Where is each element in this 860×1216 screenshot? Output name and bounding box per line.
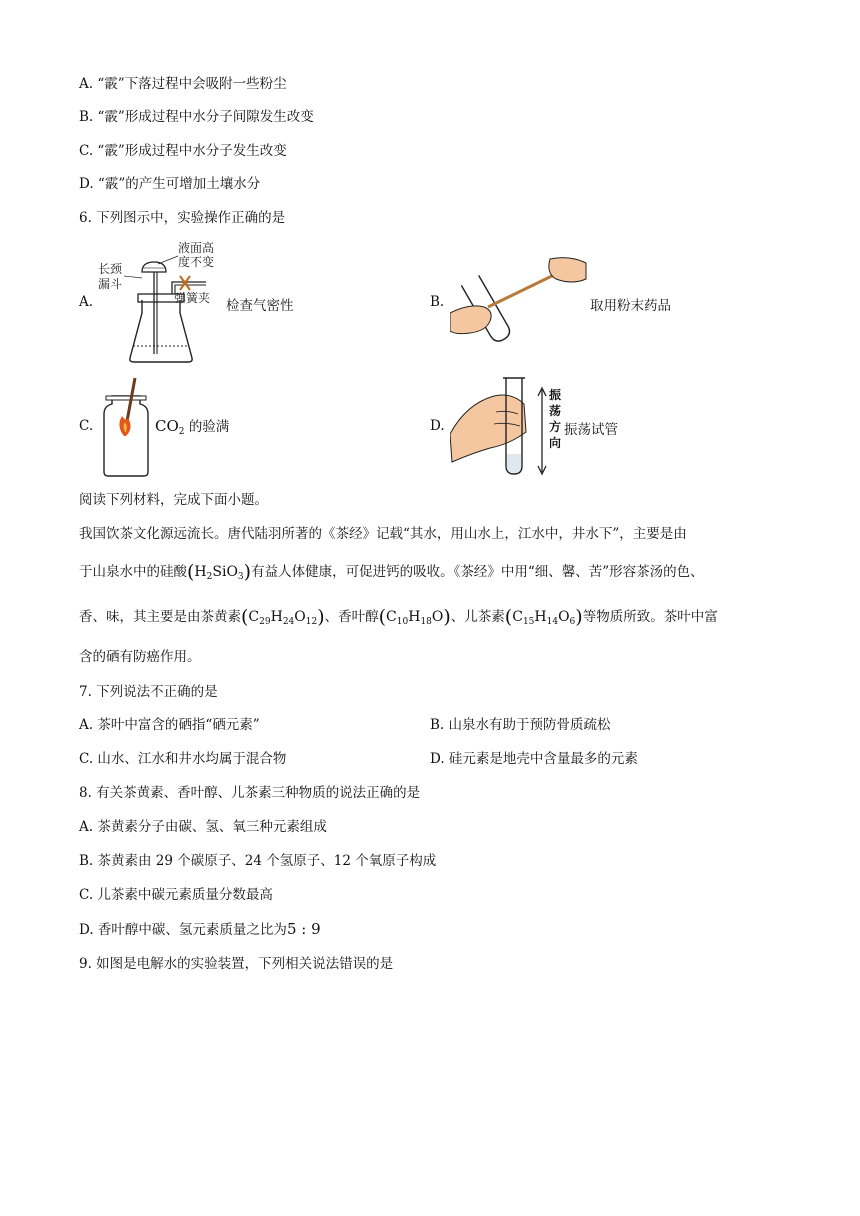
shake-label-char-3: 方 bbox=[549, 420, 562, 434]
q8-option-d-text: D. 香叶醇中碳、氢元素质量之比为 bbox=[79, 922, 287, 938]
reading-line-2: 于山泉水中的硅酸$(H_2SiO_3)$有益人体健康，可促进钙的吸收。《茶经》中用“细、馨、苦”形容茶汤的色、 bbox=[79, 561, 704, 583]
formula-sub: 6 bbox=[569, 617, 576, 627]
formula-part: O bbox=[558, 609, 570, 625]
q6-a-letter: A. bbox=[79, 294, 94, 310]
co2-subscript: 2 bbox=[178, 427, 185, 437]
q7-stem: 7. 下列说法不正确的是 bbox=[79, 684, 218, 700]
formula-part: H bbox=[194, 564, 207, 580]
label-liquid-level: 液面高 bbox=[178, 241, 215, 255]
reading-line-1: 我国饮茶文化源远流长。唐代陆羽所著的《茶经》记载“其水，用山水上，江水中，井水下”，主要是由 bbox=[79, 526, 687, 542]
formula-part: O bbox=[431, 609, 444, 625]
formula-sub: 24 bbox=[282, 617, 295, 627]
q6-c-caption bbox=[155, 415, 229, 437]
reading-line-4: 含的硒有防癌作用。 bbox=[79, 649, 201, 665]
q6-d-letter: D. bbox=[430, 418, 445, 434]
formula-sub: 10 bbox=[396, 617, 409, 627]
q5-option-b: B. “霰”形成过程中水分子间隙发生改变 bbox=[79, 109, 314, 125]
co2-caption-rest: 的验满 bbox=[188, 419, 230, 435]
q6-d-caption: 振荡试管 bbox=[564, 422, 618, 438]
q8-option-b: B. 茶黄素由 29 个碳原子、24 个氢原子、12 个氧原子构成 bbox=[79, 853, 437, 869]
q6-c-letter: C. bbox=[79, 418, 94, 434]
formula-sub: 12 bbox=[305, 617, 318, 627]
q7-option-d: D. 硅元素是地壳中含量最多的元素 bbox=[430, 751, 638, 767]
label-unchanged: 度不变 bbox=[178, 255, 215, 269]
shake-label-char-4: 向 bbox=[549, 436, 562, 450]
q9-stem: 9. 如图是电解水的实验装置，下列相关说法错误的是 bbox=[79, 956, 394, 972]
q7-option-b: B. 山泉水有助于预防骨质疏松 bbox=[430, 717, 611, 733]
formula-part: H bbox=[408, 609, 421, 625]
co2-formula: CO bbox=[155, 417, 179, 435]
shake-label-char-2: 荡 bbox=[549, 404, 562, 418]
reading-text: 于山泉水中的硅酸 bbox=[79, 564, 187, 580]
reading-text: 、儿茶素 bbox=[450, 609, 505, 625]
label-spring-clip: 弹簧夹 bbox=[174, 291, 211, 305]
q8-option-a: A. 茶黄素分子由碳、氢、氧三种元素组成 bbox=[79, 819, 327, 835]
reading-text: 等物质所致。茶叶中富 bbox=[582, 609, 718, 625]
q8-option-c: C. 儿茶素中碳元素质量分数最高 bbox=[79, 887, 273, 903]
powder-sampling-figure bbox=[450, 255, 590, 350]
label-long-neck: 长颈 bbox=[98, 262, 123, 276]
reading-text: 香、味，其主要是由茶黄素 bbox=[79, 609, 241, 625]
formula-part: H bbox=[270, 609, 283, 625]
shake-label-char-1: 振 bbox=[549, 388, 562, 402]
formula-part: SiO bbox=[212, 564, 238, 580]
q8-option-d-ratio: 5 : 9 bbox=[286, 920, 321, 938]
q5-option-a: A. “霰”下落过程中会吸附一些粉尘 bbox=[79, 76, 287, 92]
shake-direction-label bbox=[549, 387, 563, 451]
reading-intro: 阅读下列材料，完成下面小题。 bbox=[79, 492, 268, 508]
q6-b-letter: B. bbox=[430, 294, 445, 310]
formula-part: C bbox=[386, 609, 397, 625]
q6-b-caption: 取用粉末药品 bbox=[590, 298, 671, 314]
q8-option-d bbox=[79, 919, 321, 940]
reading-text: 、香叶醇 bbox=[324, 609, 379, 625]
q7-option-a: A. 茶叶中富含的硒指“硒元素” bbox=[79, 717, 260, 733]
formula-sub: 18 bbox=[420, 617, 432, 627]
q5-option-d: D. “霰”的产生可增加土壤水分 bbox=[79, 176, 261, 192]
formula-part: C bbox=[248, 609, 260, 625]
reading-text: 有益人体健康，可促进钙的吸收。《茶经》中用“细、馨、苦”形容茶汤的色、 bbox=[251, 564, 704, 580]
formula-sub: 2 bbox=[206, 572, 213, 582]
formula-sub: 29 bbox=[259, 617, 271, 627]
formula-sub: 14 bbox=[546, 617, 559, 627]
formula-part: O bbox=[294, 609, 306, 625]
formula-part: C bbox=[512, 609, 523, 625]
co2-full-check-figure bbox=[98, 374, 154, 478]
q8-stem: 8. 有关茶黄素、香叶醇、儿茶素三种物质的说法正确的是 bbox=[79, 785, 421, 801]
q6-stem: 6. 下列图示中，实验操作正确的是 bbox=[79, 210, 286, 226]
q7-option-c: C. 山水、江水和井水均属于混合物 bbox=[79, 751, 287, 767]
q6-a-caption: 检查气密性 bbox=[226, 298, 294, 314]
formula-sub: 3 bbox=[237, 572, 244, 582]
formula-part: H bbox=[534, 609, 547, 625]
q5-option-c: C. “霰”形成过程中水分子发生改变 bbox=[79, 143, 287, 159]
reading-line-3: 香、味，其主要是由茶黄素$(C_{29}H_{24}O_{12})$、香叶醇$(C_{10}H_{18}O)$、儿茶素$(C_{15}H_{14}O_6)$等物质所致。茶叶中富 bbox=[79, 606, 718, 628]
label-funnel: 漏斗 bbox=[98, 277, 123, 291]
airtightness-check-figure bbox=[98, 238, 228, 366]
shake-test-tube-figure bbox=[450, 374, 560, 478]
formula-sub: 15 bbox=[522, 617, 535, 627]
